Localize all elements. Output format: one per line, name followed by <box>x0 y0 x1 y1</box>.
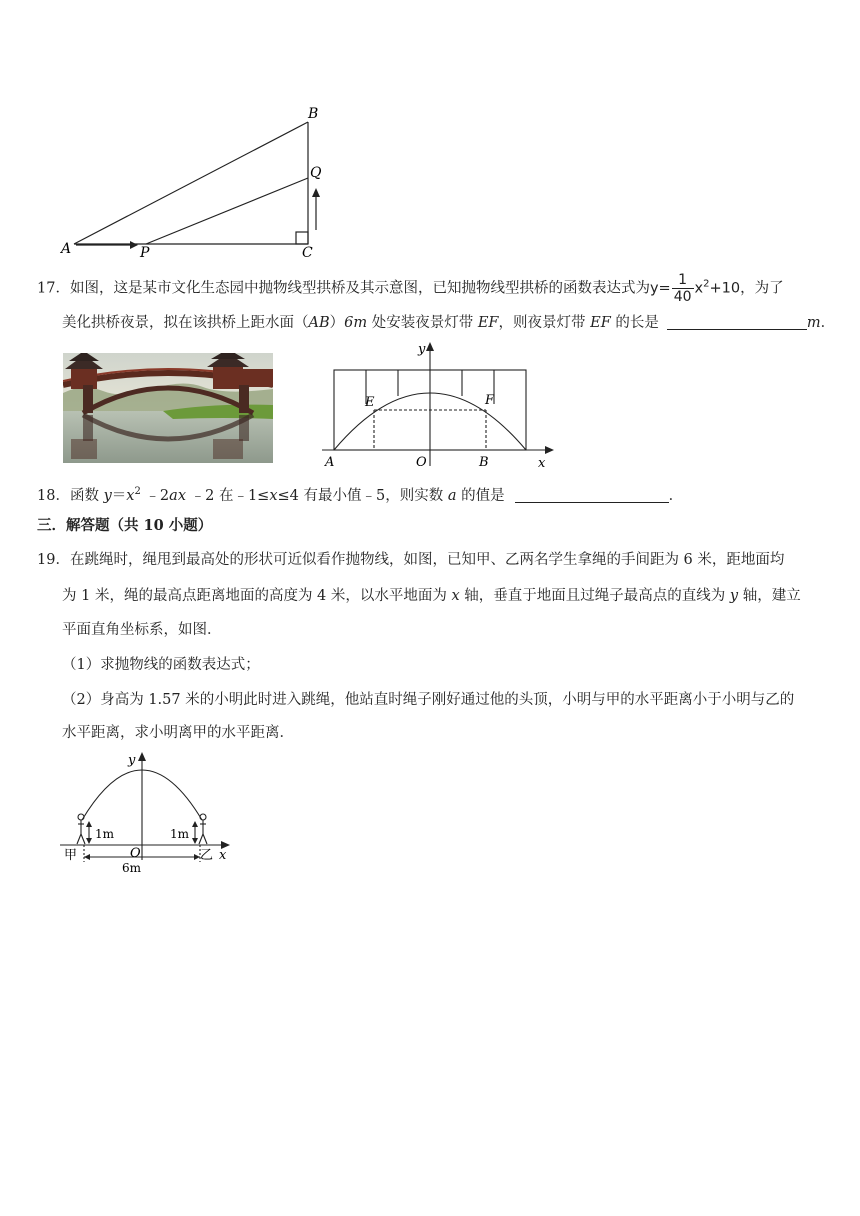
q19-number: 19． <box>37 552 70 568</box>
q18-y: y <box>103 487 112 504</box>
q18-t1: 函数 <box>69 487 104 504</box>
q18-x: x <box>126 487 135 504</box>
label-a: A <box>61 241 72 257</box>
q17-unit: m <box>806 315 821 331</box>
q17-formula-prefix: y= <box>649 280 671 297</box>
rope-yi-label: 乙 <box>200 848 214 863</box>
q17-line2-a: 美化拱桥夜景，拟在该拱桥上距水面（ <box>62 315 309 331</box>
q17-line2-b: ） <box>329 315 345 331</box>
label-c: C <box>302 245 313 260</box>
q18-x2: x <box>269 487 278 504</box>
arch-label-o: O <box>416 455 427 470</box>
q17-line2-d: ，则夜景灯带 <box>498 315 591 331</box>
q19-line2-c: 轴，建立 <box>738 588 801 604</box>
arch-label-a: A <box>325 455 335 470</box>
q17-line2-ef: EF <box>477 315 499 331</box>
x-axis-arrow <box>545 446 554 454</box>
q19-line2-y: y <box>729 588 739 604</box>
q17-line2-c: 处安装夜景灯带 <box>367 315 478 331</box>
section3-title: 三．解答题（共 10 小题） <box>37 517 213 534</box>
q18-line <box>37 482 683 506</box>
arch-x-label: x <box>538 456 546 471</box>
q18-eq: ＝ <box>111 487 127 504</box>
q18-exp: 2 <box>134 486 141 497</box>
q17-line2-ef2: EF <box>590 315 611 331</box>
q17-frac-den: 40 <box>673 289 692 305</box>
bridge-photo <box>63 353 273 463</box>
label-b: B <box>308 106 319 122</box>
q19-sub1: （1）求抛物线的函数表达式； <box>62 657 260 673</box>
q19-sub2-line1: （2）身高为 1.57 米的小明此时进入跳绳，他站直时绳子刚好通过他的头顶，小明与甲的水平距离小于小明与乙的 <box>62 692 795 708</box>
triangle-figure <box>50 100 350 260</box>
q18-t2: ﹣2 <box>140 487 170 504</box>
q17-line2 <box>62 313 835 333</box>
q17-period: ． <box>820 315 836 331</box>
q19-line2 <box>62 586 801 606</box>
jump-rope-diagram <box>58 748 238 878</box>
arch-diagram <box>318 340 558 472</box>
label-p: P <box>140 245 150 260</box>
arch-y-label: y <box>418 342 426 357</box>
rope-origin-label: O <box>130 846 141 861</box>
q18-period: ． <box>668 487 684 504</box>
label-q: Q <box>310 165 322 181</box>
q18-t5: 的值是 <box>456 487 505 504</box>
q18-answer-blank[interactable] <box>515 486 669 503</box>
q18-number: 18． <box>37 487 70 504</box>
q19-line2-x: x <box>451 588 460 604</box>
rope-right-height: 1m <box>170 827 190 841</box>
q17-formula-x: x <box>694 280 704 297</box>
arch-label-e: E <box>365 395 375 410</box>
rope-jia-label: 甲 <box>64 848 78 863</box>
q17-line2-e: 的长是 <box>610 315 659 331</box>
q19-line1 <box>37 550 784 570</box>
q17-text-a: 如图，这是某市文化生态园中抛物线型拱桥及其示意图，已知抛物线型拱桥的函数表达式为 <box>69 280 650 297</box>
q18-t3: ﹣2 在﹣1≤ <box>186 487 270 504</box>
q17-frac-num: 1 <box>672 272 694 289</box>
rope-y-label: y <box>128 753 136 768</box>
q17-text-b: ，为了 <box>740 280 784 297</box>
rope-left-height: 1m <box>95 827 115 841</box>
arrow-cq-head <box>312 188 320 197</box>
right-angle-mark <box>296 232 308 244</box>
arch-label-f: F <box>485 393 495 408</box>
q19-line3: 平面直角坐标系，如图． <box>62 622 222 638</box>
q17-line2-6m: 6m <box>344 315 368 331</box>
arch-label-b: B <box>479 455 489 470</box>
q19-sub2-line2: 水平距离，求小明离甲的水平距离． <box>62 725 294 741</box>
q19-line2-b: 轴，垂直于地面且过绳子最高点的直线为 <box>459 588 730 604</box>
q18-t4: ≤4 有最小值﹣5，则实数 <box>277 487 448 504</box>
q18-a: a <box>447 487 457 504</box>
q17-formula-suffix: +10 <box>709 280 741 297</box>
rope-x-label: x <box>219 848 227 863</box>
q19-line1-text: 在跳绳时，绳甩到最高处的形状可近似看作抛物线，如图，已知甲、乙两名学生拿绳的手间距为 6 米，距地面均 <box>69 552 785 568</box>
q17-line1 <box>37 272 784 305</box>
q17-number: 17． <box>37 280 70 297</box>
q17-formula-exp: 2 <box>703 278 710 290</box>
y-axis-arrow <box>426 342 434 351</box>
q19-line2-a: 为 1 米，绳的最高点距离地面的高度为 4 米，以水平地面为 <box>62 588 452 604</box>
q17-fraction <box>672 272 694 305</box>
q18-ax: ax <box>169 487 186 504</box>
q17-line2-ab: AB <box>308 315 330 331</box>
arrow-ap-head <box>130 241 138 249</box>
rope-width-label: 6m <box>122 861 142 875</box>
segment-pq <box>146 178 308 244</box>
q17-answer-blank[interactable] <box>667 313 807 330</box>
